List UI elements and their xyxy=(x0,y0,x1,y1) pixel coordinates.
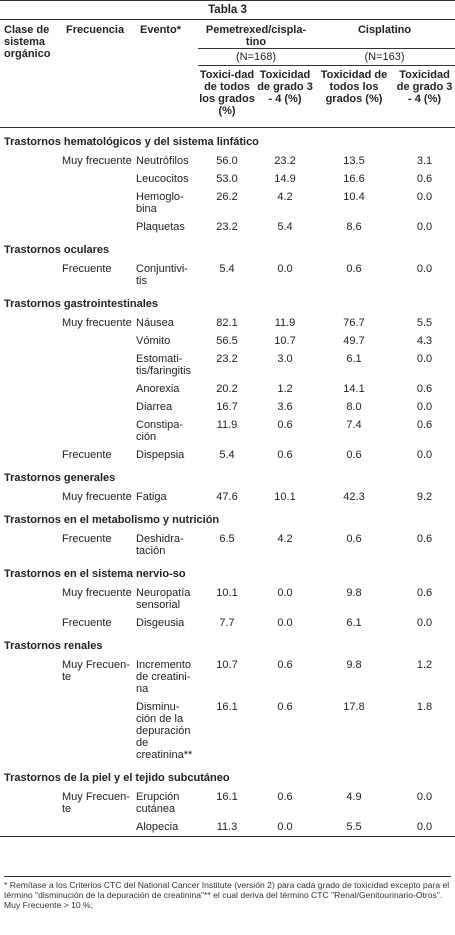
value-cell: 0.0 xyxy=(277,617,293,629)
value-cell: 14.9 xyxy=(274,173,296,185)
category-row xyxy=(0,506,455,530)
value-cell: 26.2 xyxy=(216,191,238,203)
table-row xyxy=(0,446,455,464)
value-cell: 11.9 xyxy=(274,317,296,329)
value-cell: 3.0 xyxy=(277,353,293,365)
value-cell: 0.6 xyxy=(416,533,433,545)
empty-cell xyxy=(0,818,62,837)
value-cell: 9.8 xyxy=(346,659,362,671)
category-row xyxy=(0,236,455,260)
frequency-cell: Frecuente xyxy=(62,533,112,545)
category-row xyxy=(0,290,455,314)
frequency-cell xyxy=(62,818,136,837)
value-cell: 5.5 xyxy=(314,818,394,837)
value-cell: 0.0 xyxy=(416,401,433,413)
event-cell: Deshidra-tación xyxy=(136,533,184,557)
frequency-cell xyxy=(62,698,136,764)
value-cell: 0.0 xyxy=(416,449,433,461)
value-cell: 3.6 xyxy=(277,401,293,413)
frequency-cell xyxy=(62,332,136,350)
value-cell: 0.6 xyxy=(346,449,362,461)
value-cell: 5.4 xyxy=(219,449,235,461)
value-cell: 0.0 xyxy=(277,263,293,275)
value-cell: 10.7 xyxy=(274,335,296,347)
frequency-cell: Muy frecuente xyxy=(62,155,132,167)
empty-cell xyxy=(0,698,62,764)
value-cell: 16.7 xyxy=(216,401,238,413)
value-cell: 6.1 xyxy=(346,353,362,365)
empty-cell xyxy=(0,788,62,818)
table-row xyxy=(0,698,455,764)
event-cell: Estomati-tis/faringitis xyxy=(136,353,192,377)
empty-cell xyxy=(0,530,62,560)
empty-cell xyxy=(0,170,62,188)
header-group-cisplatino: Cisplatino xyxy=(357,24,412,36)
header-sub-all-grades-2: Toxicidad de todos los grados (%) xyxy=(314,66,394,128)
value-cell: 8.6 xyxy=(346,221,362,233)
event-cell: Dispepsia xyxy=(136,449,185,461)
header-frecuencia: Frecuencia xyxy=(62,20,136,128)
value-cell: 1.2 xyxy=(416,659,433,671)
value-cell: 8.0 xyxy=(346,401,362,413)
value-cell: 4.9 xyxy=(346,791,362,803)
value-cell: 56.5 xyxy=(216,335,238,347)
value-cell: 14.1 xyxy=(343,383,365,395)
value-cell: 56.0 xyxy=(216,155,238,167)
value-cell: 16.6 xyxy=(343,173,365,185)
header-clase: Clase de sistema orgánico xyxy=(0,20,62,128)
header-evento: Evento* xyxy=(136,20,198,128)
frequency-cell: Muy Frecuen-te xyxy=(62,659,130,683)
value-cell: 6.5 xyxy=(219,533,235,545)
frequency-cell xyxy=(62,188,136,218)
table-row xyxy=(0,614,455,632)
category-label: Trastornos en el metabolismo y nutrición xyxy=(4,514,220,526)
value-cell: 0.0 xyxy=(277,587,293,599)
table-row xyxy=(0,788,455,818)
frequency-cell: Muy Frecuen-te xyxy=(62,791,130,815)
frequency-cell xyxy=(62,170,136,188)
table-row xyxy=(0,416,455,446)
value-cell: 0.6 xyxy=(346,533,362,545)
value-cell: 0.6 xyxy=(277,419,293,431)
header-sub-all-grades-1: Toxici-dad de todos los grados (%) xyxy=(198,66,256,128)
value-cell: 0.6 xyxy=(346,263,362,275)
value-cell: 20.2 xyxy=(216,383,238,395)
value-cell: 1.8 xyxy=(416,701,433,713)
value-cell: 11.3 xyxy=(198,818,256,837)
frequency-cell xyxy=(62,380,136,398)
empty-cell xyxy=(0,188,62,218)
frequency-cell: Frecuente xyxy=(62,263,112,275)
value-cell: 16.1 xyxy=(216,701,238,713)
empty-cell xyxy=(0,314,62,332)
table-row xyxy=(0,260,455,290)
value-cell: 0.0 xyxy=(416,791,433,803)
category-row xyxy=(0,128,455,153)
value-cell: 0.0 xyxy=(416,617,433,629)
category-label: Trastornos de la piel y el tejido subcutáneo xyxy=(4,772,230,784)
event-cell: Náusea xyxy=(136,317,174,329)
header-n-cisplatino: (N=163) xyxy=(314,49,455,66)
table-title: Tabla 3 xyxy=(0,1,455,20)
event-cell: Diarrea xyxy=(136,401,173,413)
value-cell: 10.7 xyxy=(216,659,238,671)
category-row xyxy=(0,464,455,488)
value-cell: 5.4 xyxy=(219,263,235,275)
frequency-cell xyxy=(62,350,136,380)
event-cell: Disminu-ción de la depuración de creatinina** xyxy=(136,701,193,761)
table-body xyxy=(0,128,455,837)
table-row xyxy=(0,656,455,698)
value-cell: 11.9 xyxy=(216,419,238,431)
empty-cell xyxy=(0,398,62,416)
frequency-cell: Muy frecuente xyxy=(62,587,132,599)
category-row xyxy=(0,632,455,656)
empty-cell xyxy=(0,380,62,398)
category-label: Trastornos en el sistema nervio-so xyxy=(4,568,186,580)
value-cell: 82.1 xyxy=(216,317,238,329)
category-label: Trastornos oculares xyxy=(4,244,110,256)
value-cell: 5.4 xyxy=(277,221,293,233)
table-row xyxy=(0,380,455,398)
value-cell: 23.2 xyxy=(216,353,238,365)
event-cell: Neutrófilos xyxy=(136,155,189,167)
empty-cell xyxy=(0,488,62,506)
value-cell: 53.0 xyxy=(216,173,238,185)
value-cell: 0.6 xyxy=(416,587,433,599)
event-cell: Incremento de creatini-na xyxy=(136,659,192,695)
value-cell: 0.6 xyxy=(416,383,433,395)
table-row xyxy=(0,584,455,614)
value-cell: 0.6 xyxy=(277,791,293,803)
frequency-cell: Muy frecuente xyxy=(62,491,132,503)
value-cell: 5.5 xyxy=(416,317,433,329)
header-group-pemetrexed: Pemetrexed/cispla-tino xyxy=(205,24,307,48)
value-cell: 3.1 xyxy=(416,155,433,167)
value-cell: 7.4 xyxy=(346,419,362,431)
event-cell: Conjuntivi-tis xyxy=(136,263,188,287)
event-cell: Neuropatía sensorial xyxy=(136,587,191,611)
table-footnote: * Remítase a los Criterios CTC del National Cancer Institute (versión 2) para cada grado de toxicidad excepto para el término "disminución de la depuración de creatinina"** el cual deriva del término CTC "Renal/Genitourinario-Otros". Muy Frecuente > 10 %; xyxy=(4,876,451,910)
event-cell: Alopecia xyxy=(136,818,198,837)
header-n-pemetrexed: (N=168) xyxy=(198,49,314,66)
table-row xyxy=(0,314,455,332)
frequency-cell: Frecuente xyxy=(62,449,112,461)
event-cell: Vómito xyxy=(136,335,171,347)
empty-cell xyxy=(0,614,62,632)
empty-cell xyxy=(0,446,62,464)
value-cell: 10.1 xyxy=(274,491,296,503)
table-row xyxy=(0,218,455,236)
value-cell: 6.1 xyxy=(346,617,362,629)
value-cell: 0.0 xyxy=(256,818,314,837)
value-cell: 10.1 xyxy=(216,587,238,599)
value-cell: 9.8 xyxy=(346,587,362,599)
empty-cell xyxy=(0,350,62,380)
category-label: Trastornos renales xyxy=(4,640,103,652)
frequency-cell xyxy=(62,416,136,446)
table-row xyxy=(0,488,455,506)
frequency-cell xyxy=(62,398,136,416)
empty-cell xyxy=(0,332,62,350)
value-cell: 4.3 xyxy=(416,335,433,347)
category-row xyxy=(0,764,455,788)
header-sub-grade34-2: Toxicidad de grado 3 - 4 (%) xyxy=(394,66,455,128)
value-cell: 13.5 xyxy=(343,155,365,167)
event-cell: Erupción cutánea xyxy=(136,791,180,815)
category-label: Trastornos hematológicos y del sistema linfático xyxy=(4,136,259,148)
value-cell: 1.2 xyxy=(277,383,293,395)
value-cell: 0.6 xyxy=(416,173,433,185)
value-cell: 0.0 xyxy=(416,263,433,275)
event-cell: Leucocitos xyxy=(136,173,189,185)
value-cell: 23.2 xyxy=(274,155,296,167)
value-cell: 76.7 xyxy=(343,317,365,329)
value-cell: 42.3 xyxy=(343,491,365,503)
value-cell: 0.0 xyxy=(416,353,433,365)
frequency-cell: Muy frecuente xyxy=(62,317,132,329)
value-cell: 0.6 xyxy=(277,449,293,461)
value-cell: 16.1 xyxy=(216,791,238,803)
empty-cell xyxy=(0,260,62,290)
value-cell: 17.8 xyxy=(343,701,365,713)
empty-cell xyxy=(0,584,62,614)
empty-cell xyxy=(0,416,62,446)
category-row xyxy=(0,560,455,584)
category-label: Trastornos gastrointestinales xyxy=(4,298,159,310)
empty-cell xyxy=(0,152,62,170)
value-cell: 10.4 xyxy=(343,191,365,203)
table-row xyxy=(0,188,455,218)
value-cell: 23.2 xyxy=(216,221,238,233)
value-cell: 7.7 xyxy=(219,617,235,629)
table-row xyxy=(0,818,455,837)
value-cell: 0.6 xyxy=(277,659,293,671)
frequency-cell xyxy=(62,218,136,236)
value-cell: 47.6 xyxy=(216,491,238,503)
value-cell: 49.7 xyxy=(343,335,365,347)
value-cell: 4.2 xyxy=(277,191,293,203)
table-row xyxy=(0,530,455,560)
event-cell: Constipa-ción xyxy=(136,419,184,443)
event-cell: Hemoglo-bina xyxy=(136,191,184,215)
value-cell: 0.0 xyxy=(416,191,433,203)
empty-cell xyxy=(0,656,62,698)
empty-cell xyxy=(0,218,62,236)
table-row xyxy=(0,398,455,416)
value-cell: 0.6 xyxy=(277,701,293,713)
value-cell: 0.6 xyxy=(416,419,433,431)
header-sub-grade34-1: Toxicidad de grado 3 - 4 (%) xyxy=(256,66,314,128)
table-row xyxy=(0,170,455,188)
value-cell: 4.2 xyxy=(277,533,293,545)
event-cell: Disgeusia xyxy=(136,617,185,629)
event-cell: Anorexia xyxy=(136,383,180,395)
value-cell: 9.2 xyxy=(416,491,433,503)
table-row xyxy=(0,350,455,380)
category-label: Trastornos generales xyxy=(4,472,116,484)
table-row xyxy=(0,152,455,170)
frequency-cell: Frecuente xyxy=(62,617,112,629)
event-cell: Fatiga xyxy=(136,491,167,503)
value-cell: 0.0 xyxy=(416,221,433,233)
event-cell: Plaquetas xyxy=(136,221,185,233)
table-row xyxy=(0,332,455,350)
value-cell: 0.0 xyxy=(394,818,455,837)
